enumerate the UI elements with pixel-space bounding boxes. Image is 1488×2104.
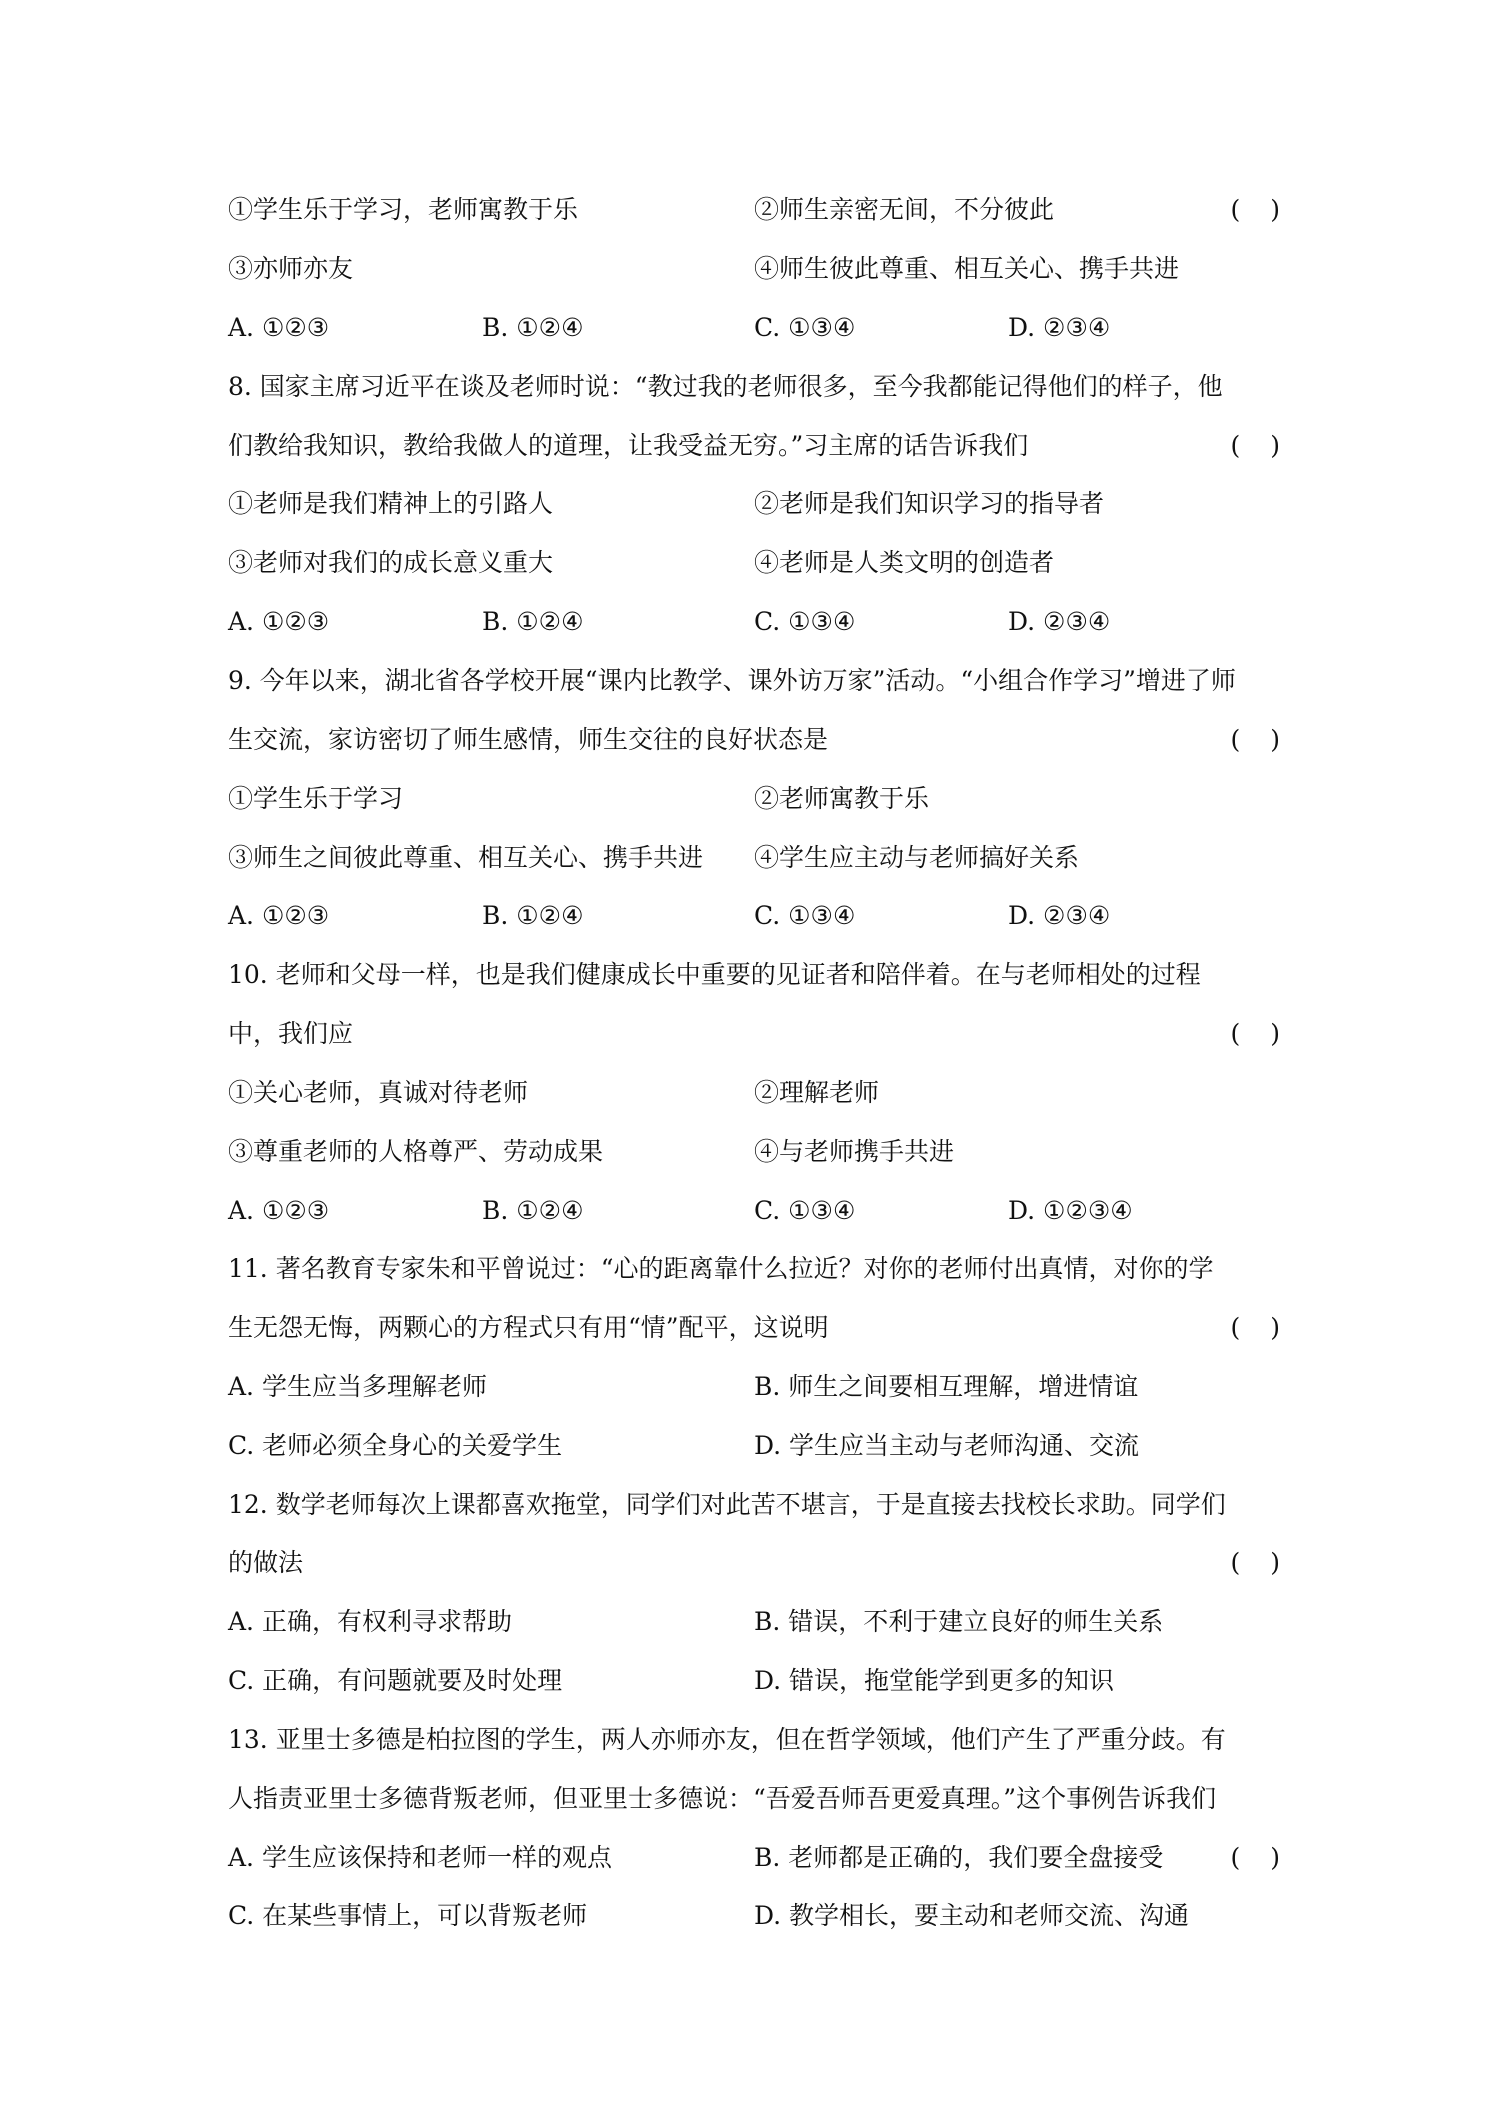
q13-stem-2: 人指责亚里士多德背叛老师，但亚里士多德说：“吾爱吾师吾更爱真理。”这个事例告诉我们 xyxy=(228,1784,1217,1813)
choice-b[interactable]: B. ①②④ xyxy=(482,313,584,342)
answer-blank[interactable]: ( ) xyxy=(1230,1313,1280,1342)
q7-option-4: ④师生彼此尊重、相互关心、携手共进 xyxy=(754,254,1180,283)
q11-options-row-1 xyxy=(228,1369,1280,1405)
q11-stem-line-2 xyxy=(228,1310,1280,1346)
answer-blank[interactable]: ( ) xyxy=(1230,1548,1280,1577)
q7-option-3: ③亦师亦友 xyxy=(228,254,354,283)
choice-c[interactable]: C. 在某些事情上，可以背叛老师 xyxy=(228,1901,588,1930)
choice-c[interactable]: C. ①③④ xyxy=(754,901,856,930)
choice-d[interactable]: D. ②③④ xyxy=(1008,313,1111,342)
q8-option-1: ①老师是我们精神上的引路人 xyxy=(228,489,554,518)
q8-stem-line-1 xyxy=(228,369,1280,405)
q10-option-3: ③尊重老师的人格尊严、劳动成果 xyxy=(228,1137,604,1166)
q7-options-row-2 xyxy=(228,251,1280,287)
choice-b[interactable]: B. 错误，不利于建立良好的师生关系 xyxy=(754,1607,1164,1636)
q9-choices xyxy=(228,898,1280,934)
q8-stem-line-2 xyxy=(228,428,1280,464)
q9-stem-2: 生交流，家访密切了师生感情，师生交往的良好状态是 xyxy=(228,725,829,754)
choice-b[interactable]: B. ①②④ xyxy=(482,607,584,636)
choice-b[interactable]: B. ①②④ xyxy=(482,901,584,930)
q8-stem-1: 8. 国家主席习近平在谈及老师时说：“教过我的老师很多，至今我都能记得他们的样子，他 xyxy=(228,372,1223,401)
q9-option-3: ③师生之间彼此尊重、相互关心、携手共进 xyxy=(228,843,704,872)
q8-stem-2: 们教给我知识，教给我做人的道理，让我受益无穷。”习主席的话告诉我们 xyxy=(228,431,1029,460)
q8-options-row-1 xyxy=(228,486,1280,522)
choice-b[interactable]: B. 师生之间要相互理解，增进情谊 xyxy=(754,1372,1139,1401)
choice-a[interactable]: A. 学生应当多理解老师 xyxy=(228,1372,487,1401)
choice-d[interactable]: D. 学生应当主动与老师沟通、交流 xyxy=(754,1431,1140,1460)
choice-c[interactable]: C. ①③④ xyxy=(754,313,856,342)
q10-option-2: ②理解老师 xyxy=(754,1078,880,1107)
q7-option-1: ①学生乐于学习，老师寓教于乐 xyxy=(228,195,579,224)
q13-stem-line-1 xyxy=(228,1722,1280,1758)
q12-stem-2: 的做法 xyxy=(228,1548,304,1577)
q11-stem-2: 生无怨无悔，两颗心的方程式只有用“情”配平，这说明 xyxy=(228,1313,829,1342)
q10-stem-line-2 xyxy=(228,1016,1280,1052)
q11-stem-line-1 xyxy=(228,1251,1280,1287)
answer-blank[interactable]: ( ) xyxy=(1230,431,1280,460)
choice-a[interactable]: A. 正确，有权利寻求帮助 xyxy=(228,1607,512,1636)
choice-a[interactable]: A. ①②③ xyxy=(228,1196,330,1225)
choice-c[interactable]: C. 正确，有问题就要及时处理 xyxy=(228,1666,563,1695)
choice-b[interactable]: B. 老师都是正确的，我们要全盘接受 xyxy=(754,1843,1164,1872)
q8-option-4: ④老师是人类文明的创造者 xyxy=(754,548,1055,577)
q9-option-2: ②老师寓教于乐 xyxy=(754,784,930,813)
choice-d[interactable]: D. ①②③④ xyxy=(1008,1196,1133,1225)
q9-stem-line-1 xyxy=(228,663,1280,699)
q10-options-row-2 xyxy=(228,1134,1280,1170)
q9-options-row-2 xyxy=(228,840,1280,876)
choice-a[interactable]: A. ①②③ xyxy=(228,313,330,342)
q10-stem-line-1 xyxy=(228,957,1280,993)
choice-a[interactable]: A. 学生应该保持和老师一样的观点 xyxy=(228,1843,612,1872)
answer-blank[interactable]: ( ) xyxy=(1230,725,1280,754)
q8-choices xyxy=(228,604,1280,640)
q12-stem-1: 12. 数学老师每次上课都喜欢拖堂，同学们对此苦不堪言，于是直接去找校长求助。同学们 xyxy=(228,1490,1226,1519)
choice-a[interactable]: A. ①②③ xyxy=(228,901,330,930)
q12-options-row-2 xyxy=(228,1663,1280,1699)
choice-a[interactable]: A. ①②③ xyxy=(228,607,330,636)
q8-option-3: ③老师对我们的成长意义重大 xyxy=(228,548,554,577)
q7-option-2: ②师生亲密无间，不分彼此 xyxy=(754,195,1055,224)
q10-stem-2: 中，我们应 xyxy=(228,1019,354,1048)
q11-stem-1: 11. 著名教育专家朱和平曾说过：“心的距离靠什么拉近？对你的老师付出真情，对你的学 xyxy=(228,1254,1214,1283)
q11-options-row-2 xyxy=(228,1428,1280,1464)
choice-d[interactable]: D. ②③④ xyxy=(1008,607,1111,636)
q10-option-1: ①关心老师，真诚对待老师 xyxy=(228,1078,529,1107)
choice-c[interactable]: C. ①③④ xyxy=(754,607,856,636)
q10-choices xyxy=(228,1193,1280,1229)
q10-options-row-1 xyxy=(228,1075,1280,1111)
q12-stem-line-2 xyxy=(228,1545,1280,1581)
choice-b[interactable]: B. ①②④ xyxy=(482,1196,584,1225)
q7-choices xyxy=(228,310,1280,346)
choice-c[interactable]: C. ①③④ xyxy=(754,1196,856,1225)
q10-stem-1: 10. 老师和父母一样，也是我们健康成长中重要的见证者和陪伴着。在与老师相处的过程 xyxy=(228,960,1201,989)
answer-blank[interactable]: ( ) xyxy=(1230,195,1280,224)
q9-option-1: ①学生乐于学习 xyxy=(228,784,404,813)
choice-c[interactable]: C. 老师必须全身心的关爱学生 xyxy=(228,1431,563,1460)
choice-d[interactable]: D. 教学相长，要主动和老师交流、沟通 xyxy=(754,1901,1190,1930)
answer-blank[interactable]: ( ) xyxy=(1230,1843,1280,1872)
q13-stem-line-2 xyxy=(228,1781,1280,1817)
choice-d[interactable]: D. 错误，拖堂能学到更多的知识 xyxy=(754,1666,1115,1695)
choice-d[interactable]: D. ②③④ xyxy=(1008,901,1111,930)
q13-options-row-2 xyxy=(228,1898,1280,1934)
q9-options-row-1 xyxy=(228,781,1280,817)
q13-options-row-1 xyxy=(228,1840,1280,1876)
q9-option-4: ④学生应主动与老师搞好关系 xyxy=(754,843,1080,872)
q10-option-4: ④与老师携手共进 xyxy=(754,1137,955,1166)
q8-options-row-2 xyxy=(228,545,1280,581)
q12-options-row-1 xyxy=(228,1604,1280,1640)
q9-stem-line-2 xyxy=(228,722,1280,758)
q9-stem-1: 9. 今年以来，湖北省各学校开展“课内比教学、课外访万家”活动。“小组合作学习”增进了师 xyxy=(228,666,1236,695)
q7-options-row-1 xyxy=(228,192,1280,228)
q13-stem-1: 13. 亚里士多德是柏拉图的学生，两人亦师亦友，但在哲学领域，他们产生了严重分歧。有 xyxy=(228,1725,1226,1754)
q8-option-2: ②老师是我们知识学习的指导者 xyxy=(754,489,1105,518)
answer-blank[interactable]: ( ) xyxy=(1230,1019,1280,1048)
q12-stem-line-1 xyxy=(228,1487,1280,1523)
